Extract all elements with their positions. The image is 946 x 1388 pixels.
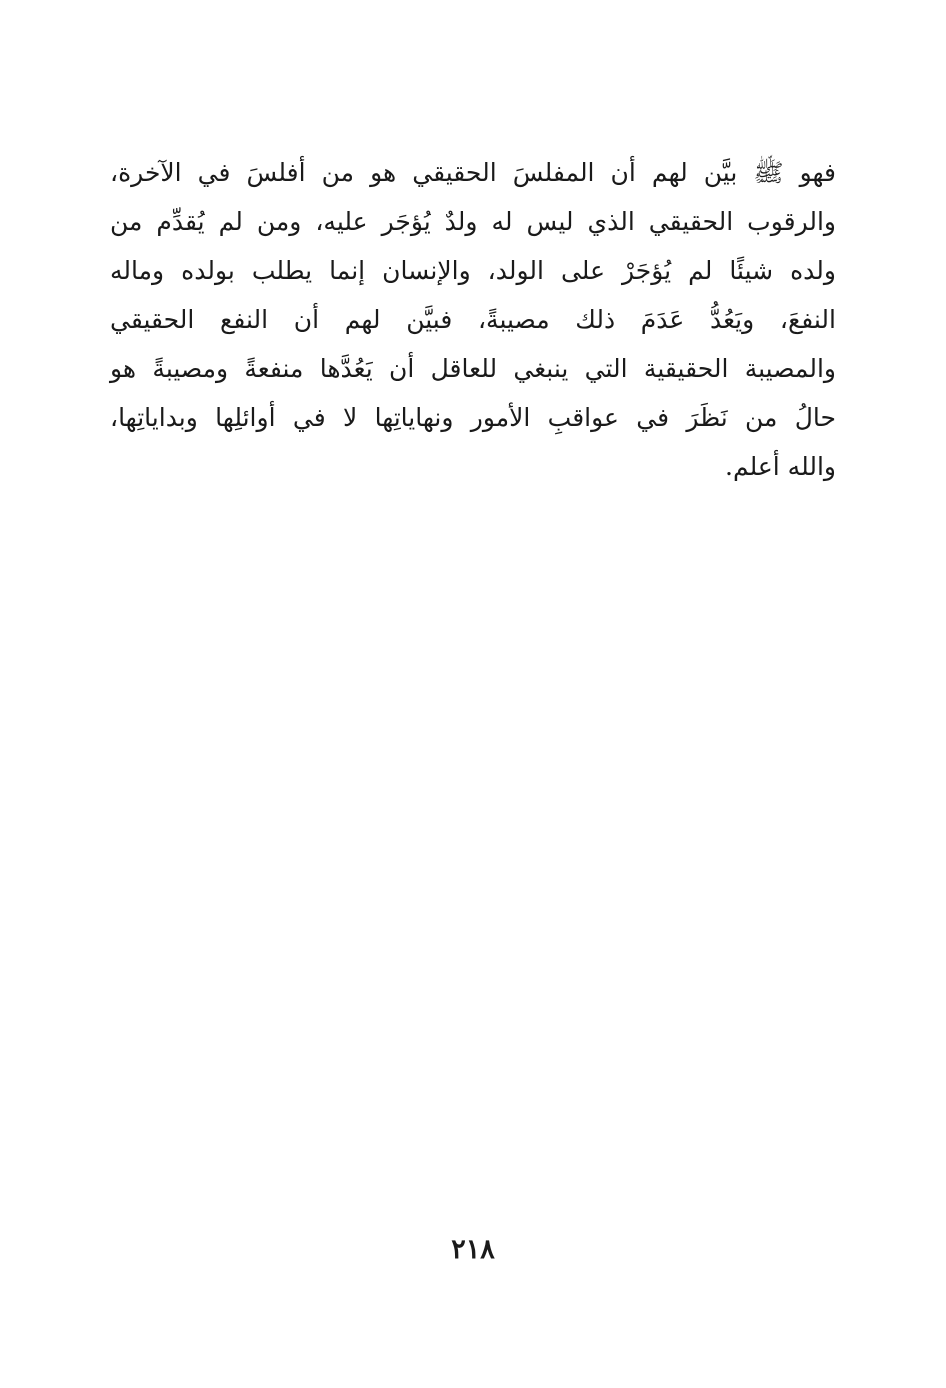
page-number: ٢١٨	[451, 1234, 495, 1265]
text-line: والمصيبة الحقيقية التي ينبغي للعاقل أن يَعُدَّها منفعةً ومصيبةً هو	[110, 354, 836, 383]
text-line: والله أعلم.	[725, 452, 836, 481]
text-line: فهو ﷺ بيَّن لهم أن المفلسَ الحقيقي هو من أفلسَ في الآخرة،	[110, 158, 836, 187]
text-line: ولده شيئًا لم يُؤجَرْ على الولد، والإنسان إنما يطلب بولده وماله	[110, 256, 836, 285]
body-paragraph	[110, 148, 836, 491]
text-line: حالُ من نَظَرَ في عواقبِ الأمور ونهاياتِها لا في أوائلِها وبداياتِها،	[110, 403, 836, 432]
text-line: النفعَ، ويَعُدُّ عَدَمَ ذلك مصيبةً، فبيَّن لهم أن النفع الحقيقي	[110, 305, 836, 334]
text-line: والرقوب الحقيقي الذي ليس له ولدٌ يُؤجَر عليه، ومن لم يُقدِّم من	[110, 207, 836, 236]
